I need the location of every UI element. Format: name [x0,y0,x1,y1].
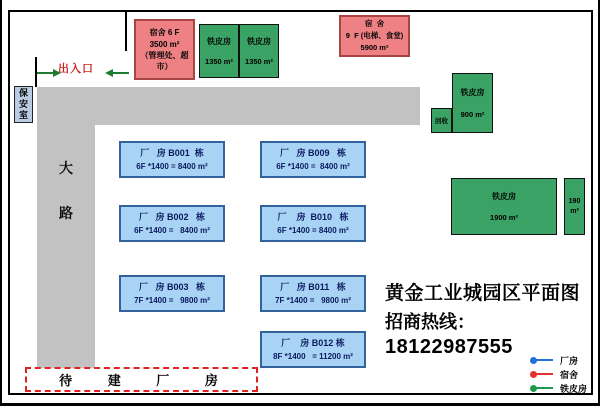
legend-item-dorm [530,368,587,380]
tin-1900-name: 铁皮房 [492,191,516,201]
dorm-6f-note: （管理处、超市） [140,51,189,71]
tin-900-area: 900 m² [460,110,485,120]
factory-b002-spec: 6F *1400 = 8400 m² [134,225,210,235]
pending-factory-zone: 待 建 厂 房 [25,367,258,392]
tin-house-900-box [452,73,493,133]
tin-190-unit: m² [570,207,579,215]
entrance-arrow-right-shaft [37,72,53,74]
factory-b011-name: 厂 房 B011 栋 [280,282,346,293]
factory-b003-name: 厂 房 B003 栋 [138,282,206,293]
entrance-arrow-left-icon [105,69,113,77]
main-road-label-top: 大 [59,160,73,176]
road-horizontal [37,87,420,125]
tin-1350-b-name: 铁皮房 [247,36,271,46]
dorm-9f-name: 宿 舍 [364,19,385,28]
factory-b009-box [260,141,366,178]
legend-tin-label: 铁皮房 [560,383,588,394]
factory-b001-spec: 6F *1400 = 8400 m² [136,161,208,171]
hotline-phone: 18122987555 [385,335,513,358]
tin-house-1350-a-box [199,24,239,78]
plan-title-block [385,281,590,361]
tin-1350-a-area: 1350 m² [205,57,233,67]
dorm-9f-area: 5900 m² [360,43,389,52]
tin-1900-area: 1900 m² [490,213,518,223]
factory-b003-box [119,275,225,312]
dormitory-9f-box [339,15,410,57]
tin-1350-a-name: 铁皮房 [207,36,231,46]
page-title: 黄金工业城园区平面图 [385,283,581,304]
factory-b010-spec: 6F *1400 = 8400 m² [277,225,349,235]
legend-dorm-label: 宿舍 [560,369,579,380]
entrance-label: 出入口 [58,63,94,75]
tin-house-1900-box [451,178,557,235]
factory-b002-box [119,205,225,242]
entrance-divider-line [125,10,127,51]
factory-b001-name: 厂 房 B001 栋 [140,148,204,159]
factory-b009-spec: 6F *1400 = 8400 m² [276,161,350,171]
tin-190-value: 190 [568,198,581,206]
legend-tin-line-icon [536,387,553,389]
factory-b003-spec: 7F *1400 = 9800 m² [134,295,210,305]
factory-b010-name: 厂 房 B010 栋 [277,212,349,223]
dormitory-6f-box [134,19,195,80]
legend-dorm-line-icon [536,373,553,375]
dorm-9f-note: 9 F (电梯、食堂) [345,31,404,40]
factory-b011-spec: 7F *1400 = 9800 m² [275,295,351,305]
factory-b012-spec: 8F *1400 = 11200 m² [273,351,353,361]
entrance-arrow-right-icon [53,69,61,77]
legend-factory-line-icon [536,359,553,361]
tin-900-name: 铁皮房 [460,87,485,97]
legend-item-factory [530,354,587,366]
hotline-label: 招商热线： [385,311,475,332]
dorm-6f-name: 宿舍 6 F [149,28,180,38]
tin-1350-b-area: 1350 m² [245,57,273,67]
tin-house-190-box [564,178,585,235]
dorm-6f-area: 3500 m² [149,40,180,50]
legend [530,354,587,394]
main-road-label-bottom: 路 [59,205,73,221]
factory-b001-box [119,141,225,178]
legend-item-tin [530,382,587,394]
factory-b002-name: 厂 房 B002 栋 [138,212,206,223]
factory-b012-box [260,331,366,368]
tin-house-1350-b-box [239,24,279,78]
factory-b011-box [260,275,366,312]
legend-factory-label: 厂房 [560,355,579,366]
security-room-box: 保安室 [14,86,33,123]
entrance-arrow-left-shaft [113,72,129,74]
factory-b010-box [260,205,366,242]
recycle-box: 回收 [431,108,452,133]
factory-b012-name: 厂 房 B012 栋 [281,338,345,349]
factory-b009-name: 厂 房 B009 栋 [279,148,347,159]
